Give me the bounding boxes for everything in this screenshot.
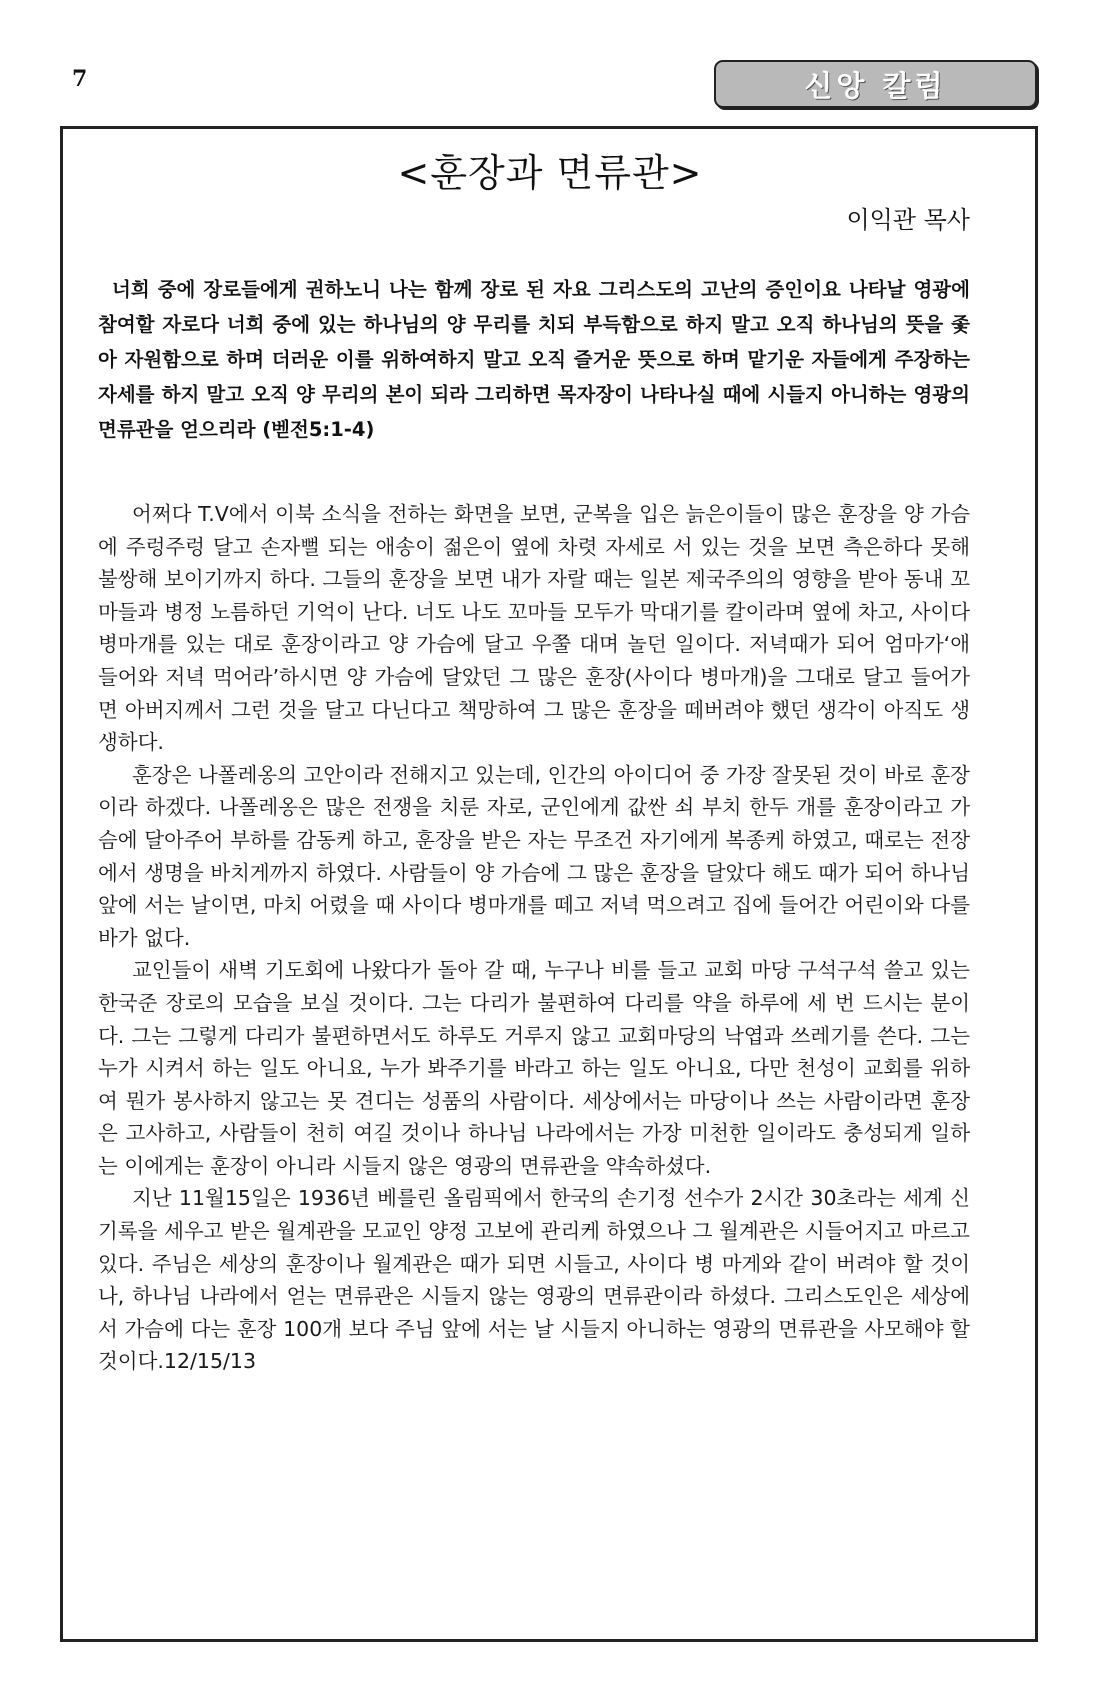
page-number: 7 bbox=[72, 66, 88, 92]
section-tab bbox=[714, 60, 1037, 108]
body-paragraph: 지난 11월15일은 1936년 베를린 올림픽에서 한국의 손기정 선수가 2시간 30초라는 세계 신기록을 세우고 받은 월계관을 모교인 양정 고보에 관리케 하였으나 그 월계관은 시들어지고 마르고 있다. 주님은 세상의 훈장이나 월계관은 때가 되면 시들고, 사이다 병 마게와 같이 버려야 할 것이나, 하나님 나라에서 얻는 면류관은 시들지 않는 영광의 면류관이라 하셨다. 그리스도인은 세상에서 가슴에 다는 훈장 100개 보다 주님 앞에 서는 날 시들지 아니하는 영광의 면류관을 사모해야 할 것이다.12/15/13 bbox=[98, 1186, 970, 1374]
article-title: <훈장과 면류관> bbox=[397, 151, 703, 195]
body-paragraph: 훈장은 나폴레옹의 고안이라 전해지고 있는데, 인간의 아이디어 중 가장 잘못된 것이 바로 훈장이라 하겠다. 나폴레옹은 많은 전쟁을 치룬 자로, 군인에게 값싼 쇠 부치 한두 개를 훈장이라고 가슴에 달아주어 부하를 감동케 하고, 훈장을 받은 자는 무조건 자기에게 복종케 하였고, 때로는 전장에서 생명을 바치게까지 하였다. 사람들이 양 가슴에 그 많은 훈장을 달았다 해도 때가 되어 하나님 앞에 서는 날이면, 마치 어렸을 때 사이다 병마개를 떼고 저녁 먹으려고 집에 들어간 어린이와 다를 바가 없다. bbox=[98, 762, 970, 950]
body-paragraph: 교인들이 새벽 기도회에 나왔다가 돌아 갈 때, 누구나 비를 들고 교회 마당 구석구석 쓸고 있는 한국준 장로의 모습을 보실 것이다. 그는 다리가 불편하여 다리를 약을 하루에 세 번 드시는 분이다. 그는 그렇게 다리가 불편하면서도 하루도 거루지 않고 교회마당의 낙엽과 쓰레기를 쓴다. 그는 누가 시켜서 하는 일도 아니요, 누가 봐주기를 바라고 하는 일도 아니요, 다만 천성이 교회를 위하여 뭔가 봉사하지 않고는 못 견디는 성품의 사람이다. 세상에서는 마당이나 쓰는 사람이라면 훈장은 고사하고, 사람들이 천히 여길 것이나 하나님 나라에서는 가장 미천한 일이라도 충성되게 일하는 이에게는 훈장이 아니라 시들지 않은 영광의 면류관을 약속하셨다. bbox=[98, 958, 970, 1178]
scripture-quote: 너희 중에 장로들에게 권하노니 나는 함께 장로 된 자요 그리스도의 고난의 증인이요 나타날 영광에 참여할 자로다 너희 중에 있는 하나님의 양 무리를 치되 부득함으로 하지 말고 오직 하나님의 뜻을 좇아 자원함으로 하며 더러운 이를 위하여하지 말고 오직 즐거운 뜻으로 하며 맡기운 자들에게 주장하는 자세를 하지 말고 오직 양 무리의 본이 되라 그리하면 목자장이 나타나실 때에 시들지 아니하는 영광의 면류관을 얻으리라 (벧전5:1-4) bbox=[98, 278, 970, 441]
article-body bbox=[98, 498, 970, 1378]
body-paragraph: 어쩌다 T.V에서 이북 소식을 전하는 화면을 보면, 군복을 입은 늙은이들이 많은 훈장을 양 가슴에 주렁주렁 달고 손자뻘 되는 애송이 젊은이 옆에 차렷 자세로 서 있는 것을 보면 측은하다 못해 불쌍해 보이기까지 하다. 그들의 훈장을 보면 내가 자랄 때는 일본 제국주의의 영향을 받아 동내 꼬마들과 병정 노름하던 기억이 난다. 너도 나도 꼬마들 모두가 막대기를 칼이라며 옆에 차고, 사이다 병마개를 있는 대로 훈장이라고 양 가슴에 달고 우쭐 대며 놀던 일이다. 저녁때가 되어 엄마가‘애 들어와 저녁 먹어라’하시면 양 가슴에 달았던 그 많은 훈장(사이다 병마개)을 그대로 달고 들어가면 아버지께서 그런 것을 달고 다닌다고 책망하여 그 많은 훈장을 떼버려야 했던 생각이 아직도 생생하다. bbox=[98, 502, 970, 755]
section-tab-label: 신앙 칼럼 bbox=[804, 68, 947, 103]
article-author: 이익관 목사 bbox=[846, 206, 970, 234]
